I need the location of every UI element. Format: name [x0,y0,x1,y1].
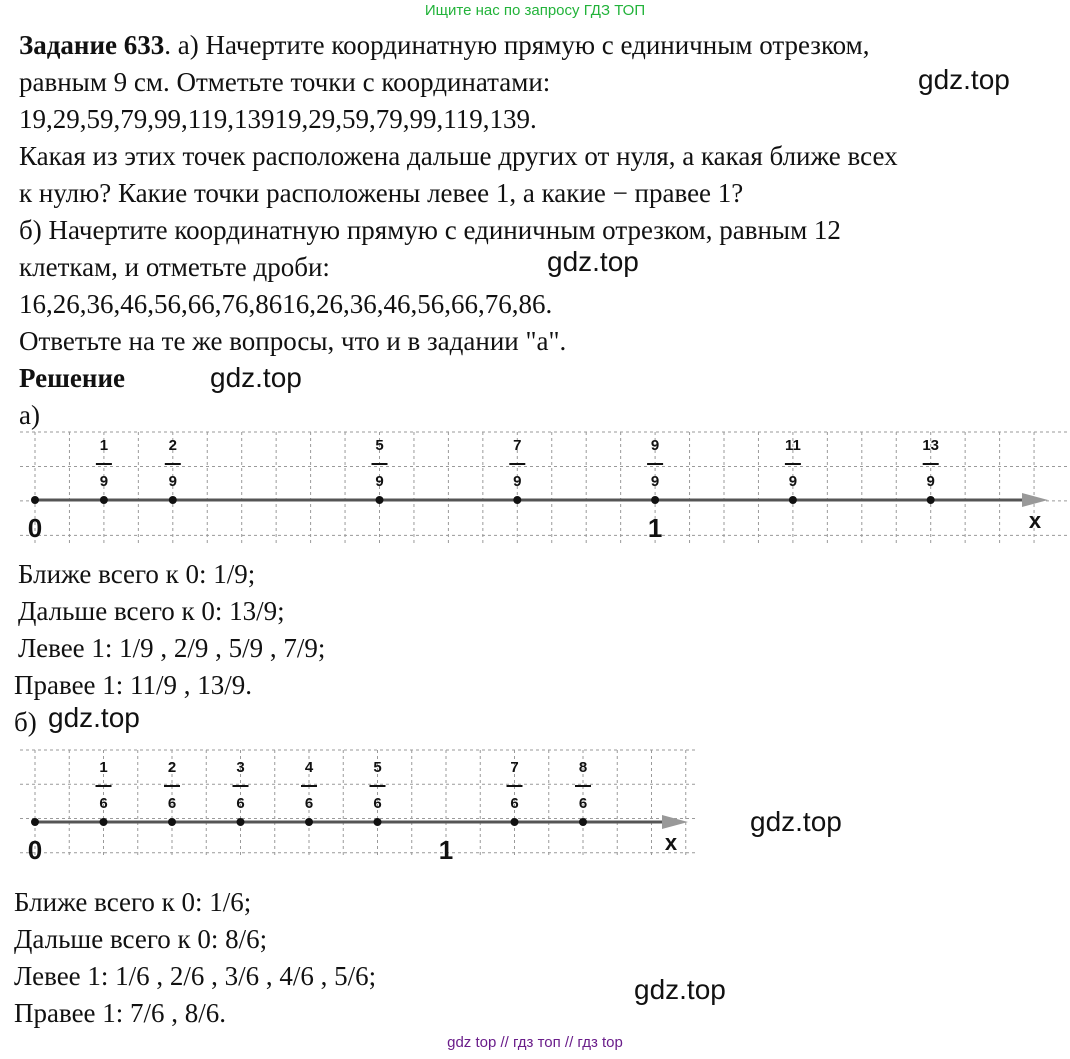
one-label: 1 [438,835,454,863]
point-7-9 [513,496,521,504]
point-8-6 [579,818,587,826]
solution-heading: Решение [19,363,125,393]
task-line-4: Какая из этих точек расположена дальше других от нуля, а какая ближе всех [19,141,898,171]
part-b-label: б) [14,707,37,737]
search-banner[interactable]: Ищите нас по запросу ГДЗ ТОП [424,2,646,19]
denominator-label: 6 [167,795,177,812]
task-line-7: клеткам, и отметьте дроби: [19,252,330,282]
point-1-6 [100,818,108,826]
watermark: gdz.top [918,64,1010,95]
number-line-b [0,745,700,863]
task-line-2: равным 9 см. Отметьте точки с координатами: [19,67,551,97]
numerator-label: 4 [304,759,314,776]
point-2-9 [169,496,177,504]
point-11-9 [789,496,797,504]
denominator-label: 9 [99,473,109,490]
answer-a-right: Правее 1: 11/9 , 13/9. [14,670,253,700]
answer-b-farthest: Дальше всего к 0: 8/6; [14,924,268,954]
answer-b-right: Правее 1: 7/6 , 8/6. [14,998,227,1028]
denominator-label: 6 [236,795,245,812]
axis-arrow [1022,493,1048,507]
origin-point [31,496,39,504]
answer-b-left: Левее 1: 1/6 , 2/6 , 3/6 , 4/6 , 5/6; [14,961,377,991]
denominator-label: 9 [650,473,660,490]
watermark: gdz.top [634,974,726,1005]
point-4-6 [305,818,313,826]
watermark: gdz.top [750,806,842,837]
numerator-label: 3 [236,759,245,776]
number-line-a [0,425,1070,550]
axis-b [28,815,688,863]
numerator-label: 13 [922,437,940,454]
answer-a-farthest: Дальше всего к 0: 13/9; [18,596,285,626]
watermark: gdz.top [547,246,639,277]
part-a-label: а) [19,400,40,430]
denominator-label: 9 [788,473,798,490]
grid-a [20,432,1068,544]
denominator-label: 6 [373,795,382,812]
denominator-label: 9 [168,473,177,490]
task-line-9: Ответьте на те же вопросы, что и в задании "а". [19,326,567,356]
footer-links[interactable]: gdz top // гдз топ // гдз top [447,1034,623,1051]
task-line-6: б) Начертите координатную прямую с единичным отрезком, равным 12 [19,215,841,245]
denominator-label: 6 [304,795,314,812]
task-title: Задание 633 [19,30,165,60]
numerator-label: 1 [99,437,109,454]
axis-x-label: x [1028,508,1042,533]
task-text-1: . а) Начертите координатную прямую с единичным отрезком, [164,30,870,60]
denominator-label: 6 [510,795,519,812]
answer-b-closest: Ближе всего к 0: 1/6; [14,887,252,917]
point-13-9 [927,496,935,504]
point-1-9 [100,496,108,504]
denominator-label: 6 [99,795,108,812]
origin-point [31,818,39,826]
task-line-8: 16,26,36,46,56,66,76,8616,26,36,46,56,66,76,86. [19,289,553,319]
point-7-6 [511,818,519,826]
denominator-label: 9 [926,473,935,490]
point-5-6 [374,818,382,826]
grid-b [20,750,697,858]
watermark: gdz.top [48,702,140,733]
watermark: gdz.top [210,362,302,393]
axis-arrow [662,815,688,829]
point-2-6 [168,818,176,826]
numerator-label: 2 [167,759,177,776]
task-line-3: 19,29,59,79,99,119,13919,29,59,79,99,119,139. [19,104,537,134]
answer-a-left: Левее 1: 1/9 , 2/9 , 5/9 , 7/9; [18,633,326,663]
point-5-9 [376,496,384,504]
numerator-label: 8 [578,759,588,776]
numerator-label: 5 [375,437,384,454]
denominator-label: 9 [513,473,522,490]
task-line-5: к нулю? Какие точки расположены левее 1, а какие − правее 1? [19,178,744,208]
denominator-label: 6 [578,795,588,812]
point-9-9 [651,496,659,504]
one-label: 1 [647,513,663,543]
point-3-6 [237,818,245,826]
task-line-1 [19,27,870,64]
numerator-label: 7 [513,437,522,454]
numerator-label: 11 [784,437,801,454]
numerator-label: 1 [99,759,108,776]
numerator-label: 2 [168,437,177,454]
numerator-label: 5 [373,759,382,776]
zero-label: 0 [27,513,43,543]
numerator-label: 7 [510,759,519,776]
numerator-label: 9 [650,437,660,454]
denominator-label: 9 [375,473,384,490]
zero-label: 0 [27,835,43,863]
axis-x-label: x [664,830,678,855]
answer-a-closest: Ближе всего к 0: 1/9; [18,559,256,589]
